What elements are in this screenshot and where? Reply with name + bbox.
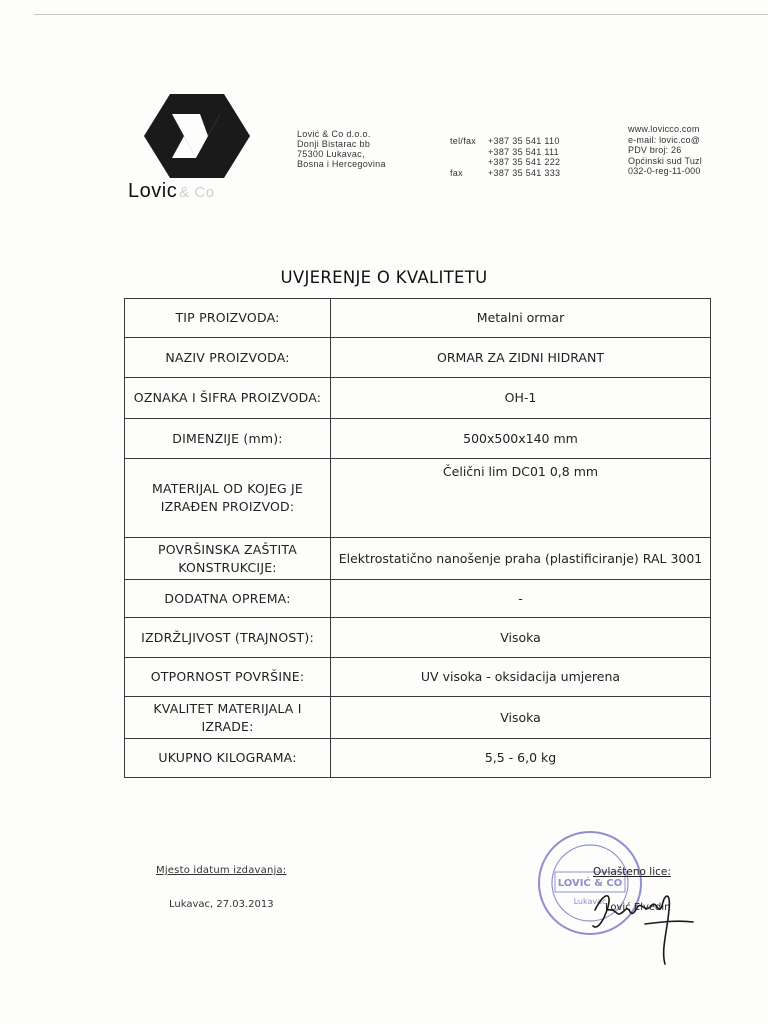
row-value: Visoka	[331, 618, 711, 658]
row-value: 5,5 - 6,0 kg	[331, 739, 711, 778]
company-logo	[128, 92, 266, 212]
handwritten-signature	[585, 880, 695, 970]
company-phones	[450, 136, 560, 178]
contact-line: e-mail: lovic.co@	[628, 134, 701, 145]
phone-row: tel/fax +387 35 541 110	[450, 136, 560, 146]
row-label: DODATNA OPREMA:	[125, 580, 331, 618]
contact-line: Općinski sud Tuzl	[628, 155, 702, 166]
logo-wordmark: Lovic & Co	[128, 180, 215, 202]
row-label: OZNAKA I ŠIFRA PROIZVODA:	[125, 378, 331, 419]
row-value: Čelični lim DC01 0,8 mm	[331, 459, 711, 538]
row-value: 500x500x140 mm	[331, 419, 711, 459]
company-address	[297, 129, 386, 169]
place-date-label: Mjesto idatum izdavanja:	[156, 865, 287, 876]
row-value: Metalni ormar	[331, 299, 711, 338]
row-value: ORMAR ZA ZIDNI HIDRANT	[331, 338, 711, 378]
contact-line: 032-0-reg-11-000	[628, 166, 701, 176]
company-contacts	[628, 124, 714, 177]
document-title: UVJERENJE O KVALITETU	[280, 268, 488, 287]
phone-row: fax +387 35 541 333	[450, 167, 561, 178]
table-row	[125, 739, 711, 778]
signatory-label: Ovlašteno lice:	[593, 866, 671, 878]
row-label: NAZIV PROIZVODA:	[125, 338, 331, 378]
svg-text:Lukavac: Lukavac	[573, 897, 607, 906]
table-row	[125, 618, 711, 658]
logo-hexagon-icon	[142, 92, 252, 180]
table-row	[125, 580, 711, 618]
table-row	[125, 697, 711, 739]
row-label: MATERIJAL OD KOJEG JE IZRAĐEN PROIZVOD:	[125, 459, 331, 538]
table-row	[125, 419, 711, 459]
row-value: UV visoka - oksidacija umjerena	[331, 658, 711, 697]
table-row	[125, 378, 711, 419]
top-border-line	[34, 14, 768, 15]
table-row	[125, 338, 711, 378]
row-label: POVRŠINSKA ZAŠTITA KONSTRUKCIJE:	[125, 538, 331, 580]
row-label: IZDRŽLJIVOST (TRAJNOST):	[125, 618, 331, 658]
signatory-name: Lović Elvedin	[605, 902, 671, 913]
row-label: TIP PROIZVODA:	[125, 299, 331, 338]
address-line: Lović & Co d.o.o.	[297, 129, 371, 139]
row-label: UKUPNO KILOGRAMA:	[125, 739, 331, 778]
row-label: DIMENZIJE (mm):	[125, 419, 331, 459]
table-row	[125, 459, 711, 538]
address-line: 75300 Lukavac,	[297, 149, 365, 159]
row-label: KVALITET MATERIJALA I IZRADE:	[125, 697, 331, 739]
row-value: Visoka	[331, 697, 711, 739]
address-line: Donji Bistarac bb	[297, 139, 371, 149]
table-row	[125, 658, 711, 697]
address-line: Bosna i Hercegovina	[297, 159, 386, 169]
place-date-value: Lukavac, 27.03.2013	[169, 899, 274, 910]
phone-row: +387 35 541 222	[488, 157, 561, 167]
row-value: -	[331, 580, 711, 618]
certificate-table	[124, 298, 711, 778]
contact-line: www.lovicco.com	[628, 124, 700, 134]
svg-text:LOVIĆ & CO: LOVIĆ & CO	[557, 878, 623, 889]
row-value: OH-1	[331, 378, 711, 419]
table-row	[125, 538, 711, 580]
table-row	[125, 299, 711, 338]
row-label: OTPORNOST POVRŠINE:	[125, 658, 331, 697]
contact-line: PDV broj: 26	[628, 145, 682, 155]
phone-row: +387 35 541 111	[488, 146, 559, 157]
row-value: Elektrostatično nanošenje praha (plastificiranje) RAL 3001	[331, 538, 711, 580]
